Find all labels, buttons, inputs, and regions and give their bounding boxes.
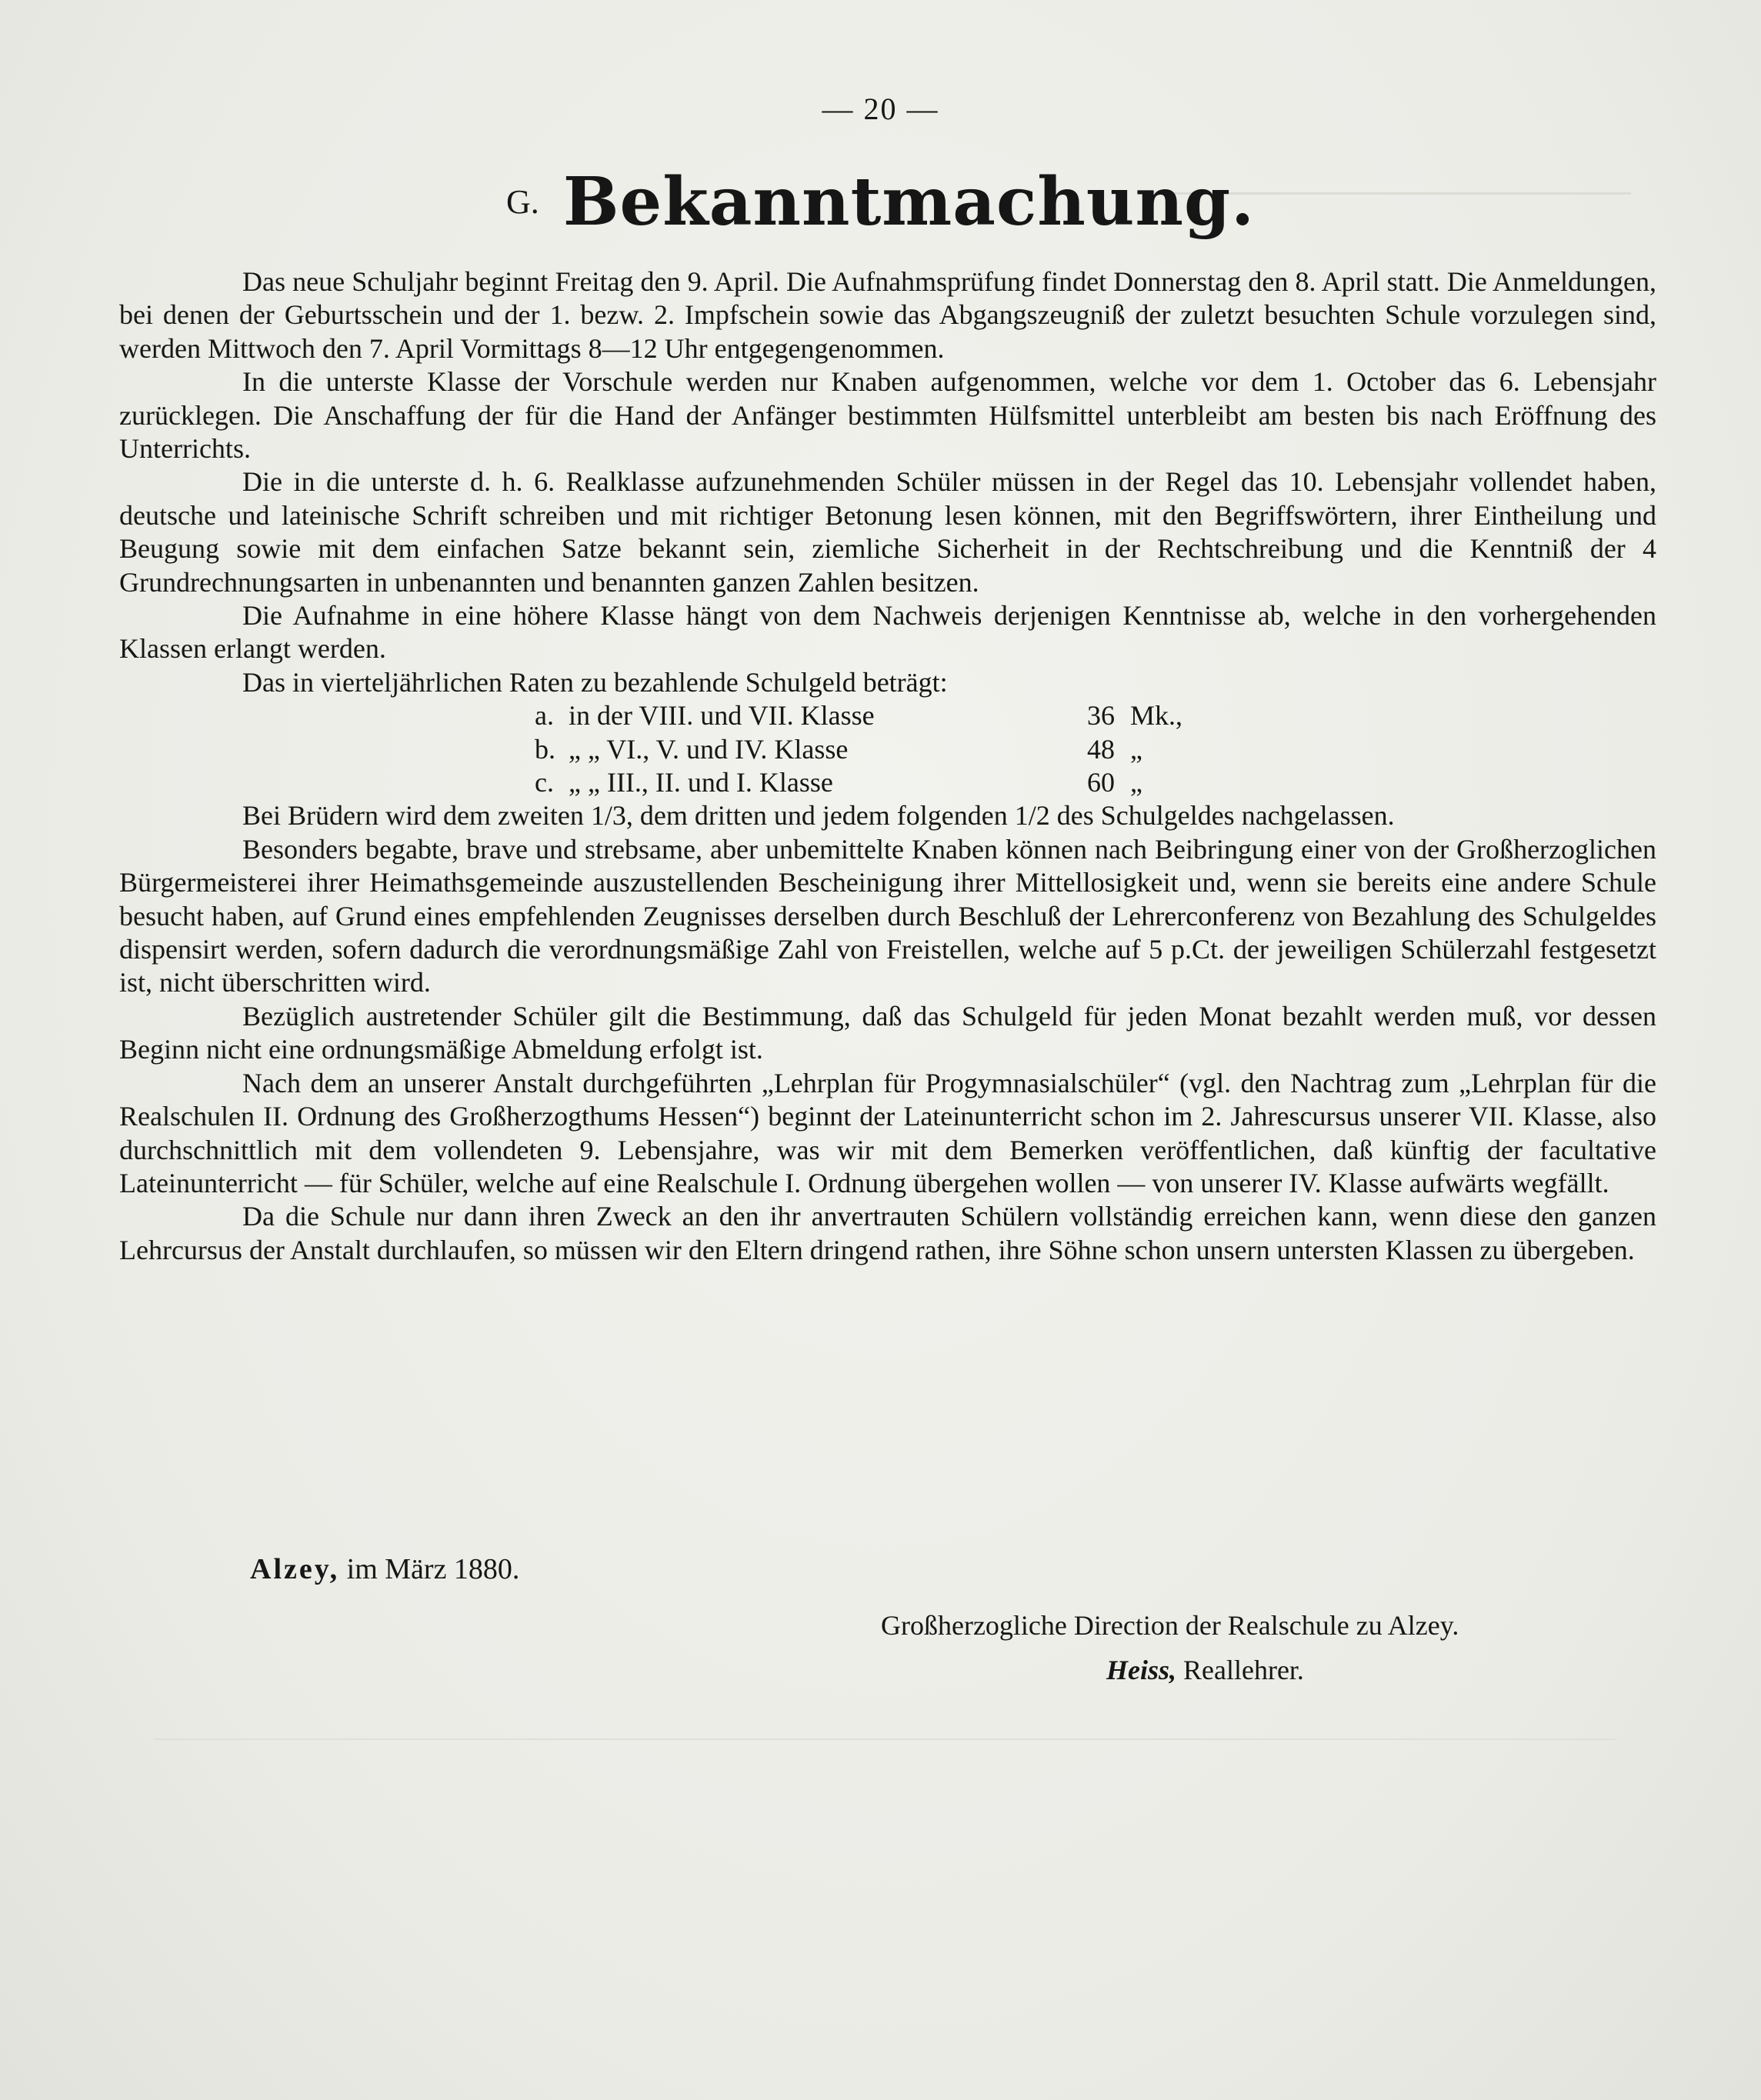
paragraph: Besonders begabte, brave und strebsame, aber unbemittelte Knaben können nach Beibringung einer von der Großherzoglichen Bürgermeisterei ihrer Heimathsgemeinde auszustellenden Bescheinigung ihrer Mittellosigkeit und, wenn sie bereits eine andere Schule besucht haben, auf Grund eines empfehlenden Zeugnisses derselben durch Beschluß der Lehrerconferenz von Bezahlung des Schulgeldes dispensirt werden, sofern dadurch die verordnungsmäßige Zahl von Freistellen, welche auf 5 p.Ct. der jeweiligen Schülerzahl festgesetzt ist, nicht überschritten wird. bbox=[119, 833, 1656, 998]
paragraph: Die in die unterste d. h. 6. Realklasse aufzunehmenden Schüler müssen in der Regel das 10. Lebensjahr vollendet haben, deutsche und lateinische Schrift schreiben und mit richtiger Betonung lesen können, mit den Begriffswörtern, ihrer Eintheilung und Beugung sowie mit dem einfachen Satze bekannt sein, ziemliche Sicherheit in der Rechtschreibung und die Kenntniß der 4 Grundrechnungsarten in unbenannten und benannten ganzen Zahlen besitzen. bbox=[119, 466, 1656, 598]
fee-text: „ „ III., II. und I. Klasse bbox=[569, 767, 833, 798]
paragraph: Die Aufnahme in eine höhere Klasse hängt von dem Nachweis derjenigen Kenntnisse ab, welche in den vorhergehenden Klassen erlangt werden. bbox=[119, 600, 1656, 665]
fee-row bbox=[535, 733, 1656, 766]
bleed-through bbox=[154, 1738, 1616, 1742]
fee-unit: Mk., bbox=[1130, 700, 1183, 732]
fee-amount: 60 bbox=[1087, 767, 1115, 798]
fee-row bbox=[535, 699, 1656, 732]
paragraph: Das neue Schuljahr beginnt Freitag den 9. April. Die Aufnahmsprüfung findet Donnerstag den 8. April statt. Die Anmeldungen, bei denen der Geburtsschein und der 1. bezw. 2. Impfschein sowie das Abgangszeugniß der zuletzt besuchten Schule vorzulegen sind, werden Mittwoch den 7. April Vormittags 8—12 Uhr entgegengenommen. bbox=[119, 266, 1656, 364]
fee-unit: „ bbox=[1130, 733, 1142, 765]
paragraph: Bezüglich austretender Schüler gilt die Bestimmung, daß das Schulgeld für jeden Monat bezahlt werden muß, vor dessen Beginn nicht eine ordnungsmäßige Abmeldung erfolgt ist. bbox=[119, 1000, 1656, 1065]
fee-amount: 48 bbox=[1087, 733, 1115, 765]
section-letter: G. bbox=[505, 183, 539, 221]
paragraph: Da die Schule nur dann ihren Zweck an den ihr anvertrauten Schülern vollständig erreichen kann, wenn diese den ganzen Lehrcursus der Anstalt durchlaufen, so müssen wir den Eltern dringend rathen, ihre Söhne schon unsern untersten Klassen zu übergeben. bbox=[119, 1201, 1656, 1265]
fee-label: b. bbox=[535, 733, 555, 765]
announcement-body bbox=[119, 265, 1656, 1267]
paragraph: Nach dem an unserer Anstalt durchgeführten „Lehrplan für Progymnasialschüler“ (vgl. den Nachtrag zum „Lehrplan für die Realschulen II. Ordnung des Großherzogthums Hessen“) beginnt der Lateinunterricht schon im 2. Jahrescursus unserer VII. Klasse, also durchschnittlich mit dem vollendeten 9. Lebensjahre, was wir mit dem Bemerken veröffentlichen, daß künftig der facultative Lateinunterricht — für Schüler, welche auf eine Realschule I. Ordnung übergehen wollen — von unserer IV. Klasse aufwärts wegfällt. bbox=[119, 1067, 1656, 1198]
fee-amount: 36 bbox=[1087, 700, 1115, 732]
paragraph: In die unterste Klasse der Vorschule werden nur Knaben aufgenommen, welche vor dem 1. October das 6. Lebensjahr zurücklegen. Die Anschaffung der für die Hand der Anfänger bestimmten Hülfsmittel unterbleibt am besten bis nach Eröffnung des Unterrichts. bbox=[119, 366, 1656, 465]
fee-text: „ „ VI., V. und IV. Klasse bbox=[569, 733, 849, 765]
fee-text: in der VIII. und VII. Klasse bbox=[569, 700, 875, 732]
fee-table bbox=[535, 699, 1656, 799]
page-number: — 20 — bbox=[822, 92, 939, 126]
heading bbox=[0, 163, 1761, 241]
place-name: Alzey, bbox=[250, 1553, 340, 1585]
fee-label: a. bbox=[535, 700, 554, 732]
signature bbox=[1106, 1654, 1304, 1686]
fee-row bbox=[535, 766, 1656, 799]
fee-unit: „ bbox=[1130, 767, 1142, 798]
place-and-date bbox=[250, 1552, 519, 1586]
paragraph: Das in vierteljährlichen Raten zu bezahlende Schulgeld beträgt: bbox=[242, 666, 948, 698]
date: im März 1880. bbox=[346, 1553, 520, 1585]
page-title: Bekanntmachung. bbox=[562, 163, 1256, 241]
signer-title: Reallehrer. bbox=[1183, 1655, 1304, 1685]
paragraph: Bei Brüdern wird dem zweiten 1/3, dem dritten und jedem folgenden 1/2 des Schulgeldes nachgelassen. bbox=[242, 800, 1395, 832]
fee-label: c. bbox=[535, 767, 554, 798]
issuing-authority: Großherzogliche Direction der Realschule zu Alzey. bbox=[881, 1610, 1459, 1641]
signer-name: Heiss, bbox=[1106, 1655, 1177, 1685]
